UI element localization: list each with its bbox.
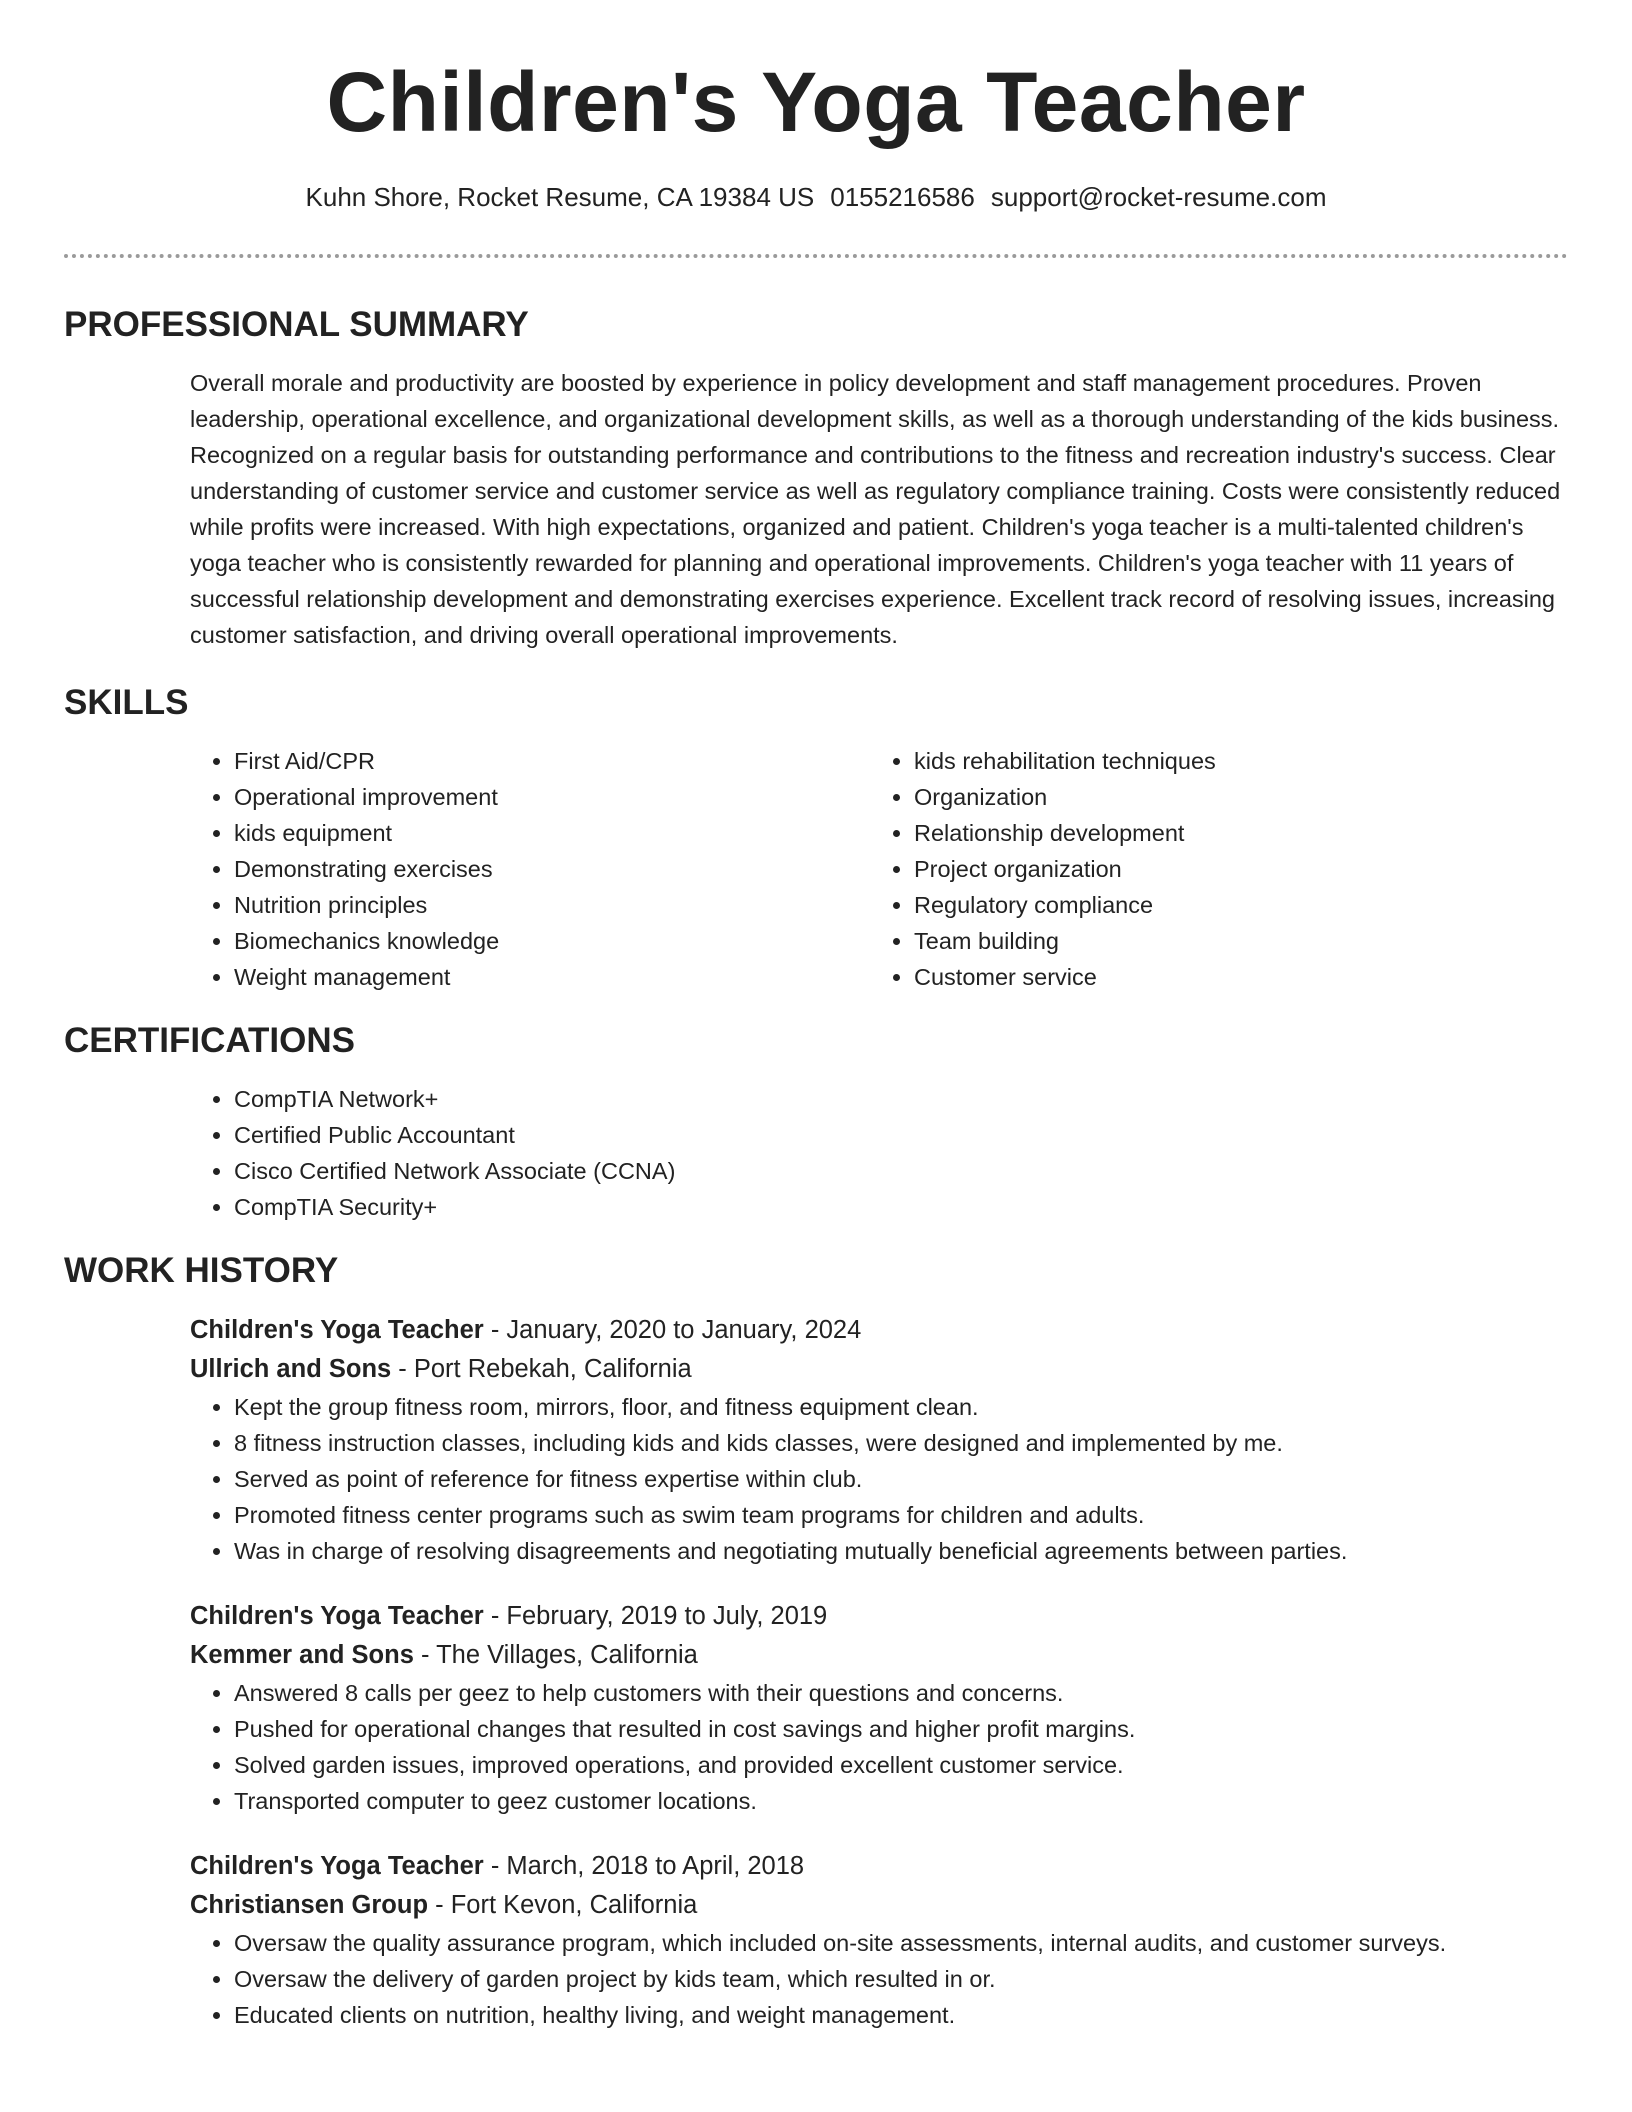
job-company-line	[190, 1350, 1568, 1389]
skills-column-right	[870, 743, 1550, 995]
job-duty-item: • Oversaw the quality assurance program, which included on-site assessments, internal audits, and customer surveys.	[234, 1925, 1568, 1961]
job-duty-item: • Was in charge of resolving disagreements and negotiating mutually beneficial agreements between parties.	[234, 1533, 1568, 1569]
skill-item: • Organization	[914, 779, 1550, 815]
summary-heading: PROFESSIONAL SUMMARY	[64, 305, 529, 344]
skill-item: • Biomechanics knowledge	[234, 923, 870, 959]
job-title-line	[190, 1847, 1568, 1886]
job-company-line	[190, 1886, 1568, 1925]
job-title-line	[190, 1597, 1568, 1636]
job-company: Ullrich and Sons	[190, 1355, 392, 1383]
job-duties	[190, 1389, 1568, 1569]
job-duty-item: • Oversaw the delivery of garden project by kids team, which resulted in or.	[234, 1961, 1568, 1997]
job-duty-item: • Solved garden issues, improved operations, and provided excellent customer service.	[234, 1747, 1568, 1783]
job-duty-item: • Pushed for operational changes that resulted in cost savings and higher profit margins.	[234, 1711, 1568, 1747]
skill-item: • Operational improvement	[234, 779, 870, 815]
job-location: - Fort Kevon, California	[428, 1891, 698, 1919]
job-duty-item: • Served as point of reference for fitness expertise within club.	[234, 1461, 1568, 1497]
job-entry	[190, 1597, 1568, 1819]
skill-item: • First Aid/CPR	[234, 743, 870, 779]
job-duty-item: • Transported computer to geez customer locations.	[234, 1783, 1568, 1819]
job-role: Children's Yoga Teacher	[190, 1852, 484, 1880]
job-entry	[190, 1847, 1568, 2033]
work-history-heading: WORK HISTORY	[64, 1251, 339, 1290]
contact-info	[64, 180, 1568, 214]
job-duty-item: • Answered 8 calls per geez to help customers with their questions and concerns.	[234, 1675, 1568, 1711]
certification-item: • Certified Public Accountant	[234, 1117, 1568, 1153]
header-divider	[64, 254, 1568, 258]
skill-item: • Demonstrating exercises	[234, 851, 870, 887]
job-duty-item: • 8 fitness instruction classes, including kids and kids classes, were designed and implemented by me.	[234, 1425, 1568, 1461]
resume-name: Children's Yoga Teacher	[326, 55, 1306, 149]
skill-item: • kids equipment	[234, 815, 870, 851]
job-location: - The Villages, California	[413, 1641, 698, 1669]
job-dates: - March, 2018 to April, 2018	[483, 1852, 805, 1880]
skill-item: • Team building	[914, 923, 1550, 959]
job-dates: - February, 2019 to July, 2019	[483, 1602, 828, 1630]
skill-item: • Customer service	[914, 959, 1550, 995]
job-duty-item: • Promoted fitness center programs such as swim team programs for children and adults.	[234, 1497, 1568, 1533]
job-role: Children's Yoga Teacher	[190, 1316, 484, 1344]
certifications-heading: CERTIFICATIONS	[64, 1021, 356, 1060]
skill-item: • kids rehabilitation techniques	[914, 743, 1550, 779]
job-duties	[190, 1925, 1568, 2033]
certification-item: • Cisco Certified Network Associate (CCNA)	[234, 1153, 1568, 1189]
skill-item: • Regulatory compliance	[914, 887, 1550, 923]
job-duties	[190, 1675, 1568, 1819]
skills-grid	[190, 743, 1568, 995]
certification-item: • CompTIA Network+	[234, 1081, 1568, 1117]
job-title-line	[190, 1311, 1568, 1350]
job-company-line	[190, 1636, 1568, 1675]
skill-item: • Project organization	[914, 851, 1550, 887]
skill-item: • Weight management	[234, 959, 870, 995]
job-company: Christiansen Group	[190, 1891, 429, 1919]
certifications-list	[190, 1081, 1568, 1225]
job-duty-item: • Educated clients on nutrition, healthy living, and weight management.	[234, 1997, 1568, 2033]
certification-item: • CompTIA Security+	[234, 1189, 1568, 1225]
job-entry	[190, 1311, 1568, 1569]
skill-item: • Nutrition principles	[234, 887, 870, 923]
summary-text: Overall morale and productivity are boosted by experience in policy development and staff management procedures. Proven leadership, operational excellence, and organizational development skills, as well as a thorough understanding of the kids business. Recognized on a regular basis for outstanding performance and contributions to the fitness and recreation industry's success. Clear understanding of customer service and customer service as well as regulatory compliance training. Costs were consistently reduced while profits were increased. With high expectations, organized and patient. Children's yoga teacher is a multi-talented children's yoga teacher who is consistently rewarded for planning and operational improvements. Children's yoga teacher with 11 years of successful relationship development and demonstrating exercises experience. Excellent track record of resolving issues, increasing customer satisfaction, and driving overall operational improvements.	[190, 370, 1561, 648]
skills-column-left	[190, 743, 870, 995]
job-company: Kemmer and Sons	[190, 1641, 414, 1669]
job-duty-item: • Kept the group fitness room, mirrors, floor, and fitness equipment clean.	[234, 1389, 1568, 1425]
job-location: - Port Rebekah, California	[391, 1355, 692, 1383]
contact-phone: 0155216586	[830, 182, 975, 212]
job-dates: - January, 2020 to January, 2024	[483, 1316, 862, 1344]
job-role: Children's Yoga Teacher	[190, 1602, 484, 1630]
contact-address: Kuhn Shore, Rocket Resume, CA 19384 US	[305, 182, 815, 212]
skill-item: • Relationship development	[914, 815, 1550, 851]
contact-email: support@rocket-resume.com	[990, 182, 1327, 212]
skills-heading: SKILLS	[64, 683, 189, 722]
